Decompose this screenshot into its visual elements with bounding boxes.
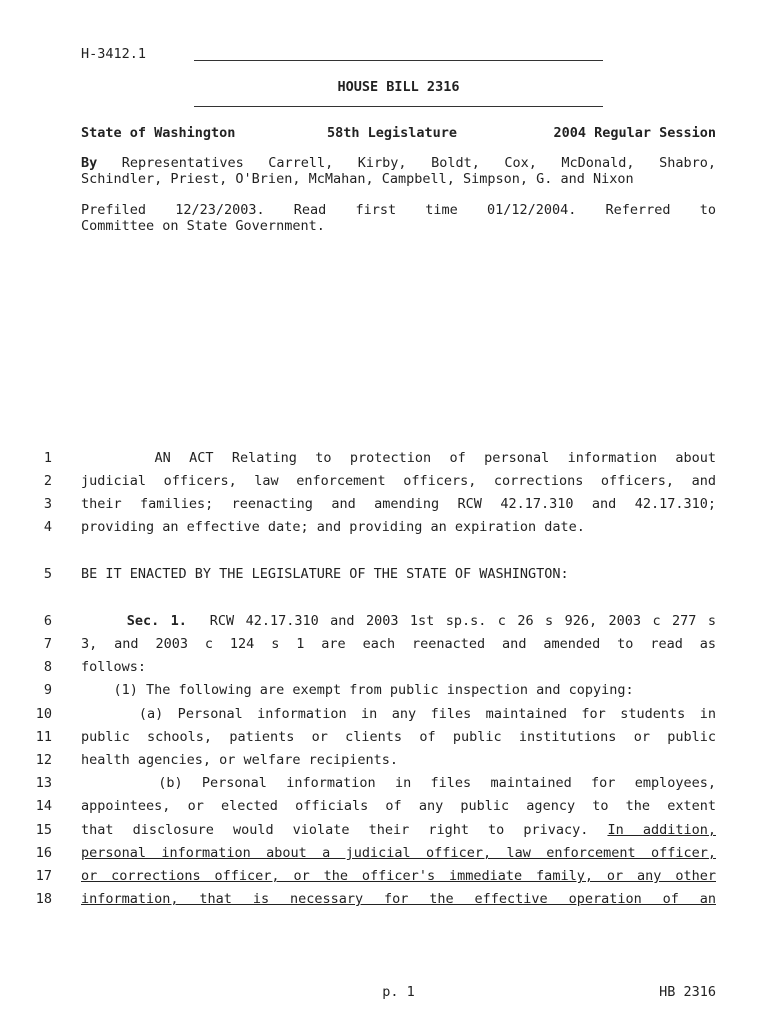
session-name: 2004 Regular Session [553,125,716,141]
line-number: 4 [43,519,52,535]
prefiled-line-1: Prefiled 12/23/2003. Read first time 01/12/2004. Referred to [81,202,716,218]
line-number: 6 [43,613,52,629]
body-line: health agencies, or welfare recipients. [81,752,398,768]
line-number: 8 [43,659,52,675]
page-number: p. 1 [382,984,415,1000]
body-line: appointees, or elected officials of any public agency to the extent [81,798,716,814]
body-line: 3, and 2003 c 124 s 1 are each reenacted and amended to read as [81,636,716,652]
body-line: (1) The following are exempt from public inspection and copying: [81,682,634,698]
session-line [81,125,716,143]
line-number: 5 [43,566,52,582]
sponsors-list-1: Representatives Carrell, Kirby, Boldt, Cox, McDonald, Shabro, [121,155,716,171]
body-line: BE IT ENACTED BY THE LEGISLATURE OF THE STATE OF WASHINGTON: [81,566,569,582]
line-number: 12 [35,752,52,768]
body-line: (a) Personal information in any files maintained for students in [138,706,717,722]
body-line [81,822,716,838]
line-number: 15 [35,822,52,838]
body-line: AN ACT Relating to protection of personal information about [154,450,716,466]
inserted-text: In addition, [607,822,716,838]
body-line: providing an effective date; and providing an expiration date. [81,519,585,535]
footer-bill-ref: HB 2316 [659,984,716,1000]
line-number: 9 [43,682,52,698]
inserted-text: or corrections officer, or the officer's immediate family, or any other [81,868,716,884]
header-rule-top [194,60,603,61]
body-line: follows: [81,659,147,675]
legislature-number: 58th Legislature [327,125,458,141]
sponsors-line-1 [81,155,716,171]
body-line: their families; reenacting and amending RCW 42.17.310 and 42.17.310; [81,496,716,512]
by-label: By [81,155,98,171]
line-number: 7 [43,636,52,652]
line-number: 13 [35,775,52,791]
state-name: State of Washington [81,125,236,141]
line-number: 1 [43,450,52,466]
inserted-text: information, that is necessary for the effective operation of an [81,891,716,907]
body-line: judicial officers, law enforcement officers, corrections officers, and [81,473,716,489]
line-number: 18 [35,891,52,907]
bill-title: HOUSE BILL 2316 [337,79,460,95]
line-number: 16 [35,845,52,861]
line-number: 14 [35,798,52,814]
line-number: 17 [35,868,52,884]
document-code: H-3412.1 [81,46,147,62]
body-line [81,613,716,629]
line-number: 3 [43,496,52,512]
body-line: (b) Personal information in files maintained for employees, [158,775,716,791]
line-number: 11 [35,729,52,745]
prefiled-line-2: Committee on State Government. [81,218,325,234]
inserted-text: personal information about a judicial officer, law enforcement officer, [81,845,716,861]
section-citation: RCW 42.17.310 and 2003 1st sp.s. c 26 s 926, 2003 c 277 s [209,613,716,629]
line-number: 10 [35,706,52,722]
header-rule-bottom [194,106,603,107]
body-text: that disclosure would violate their right to privacy. [81,822,589,838]
body-line: public schools, patients or clients of public institutions or public [81,729,716,745]
sponsors-line-2: Schindler, Priest, O'Brien, McMahan, Campbell, Simpson, G. and Nixon [81,171,634,187]
section-label: Sec. 1. [126,613,187,629]
line-number: 2 [43,473,52,489]
